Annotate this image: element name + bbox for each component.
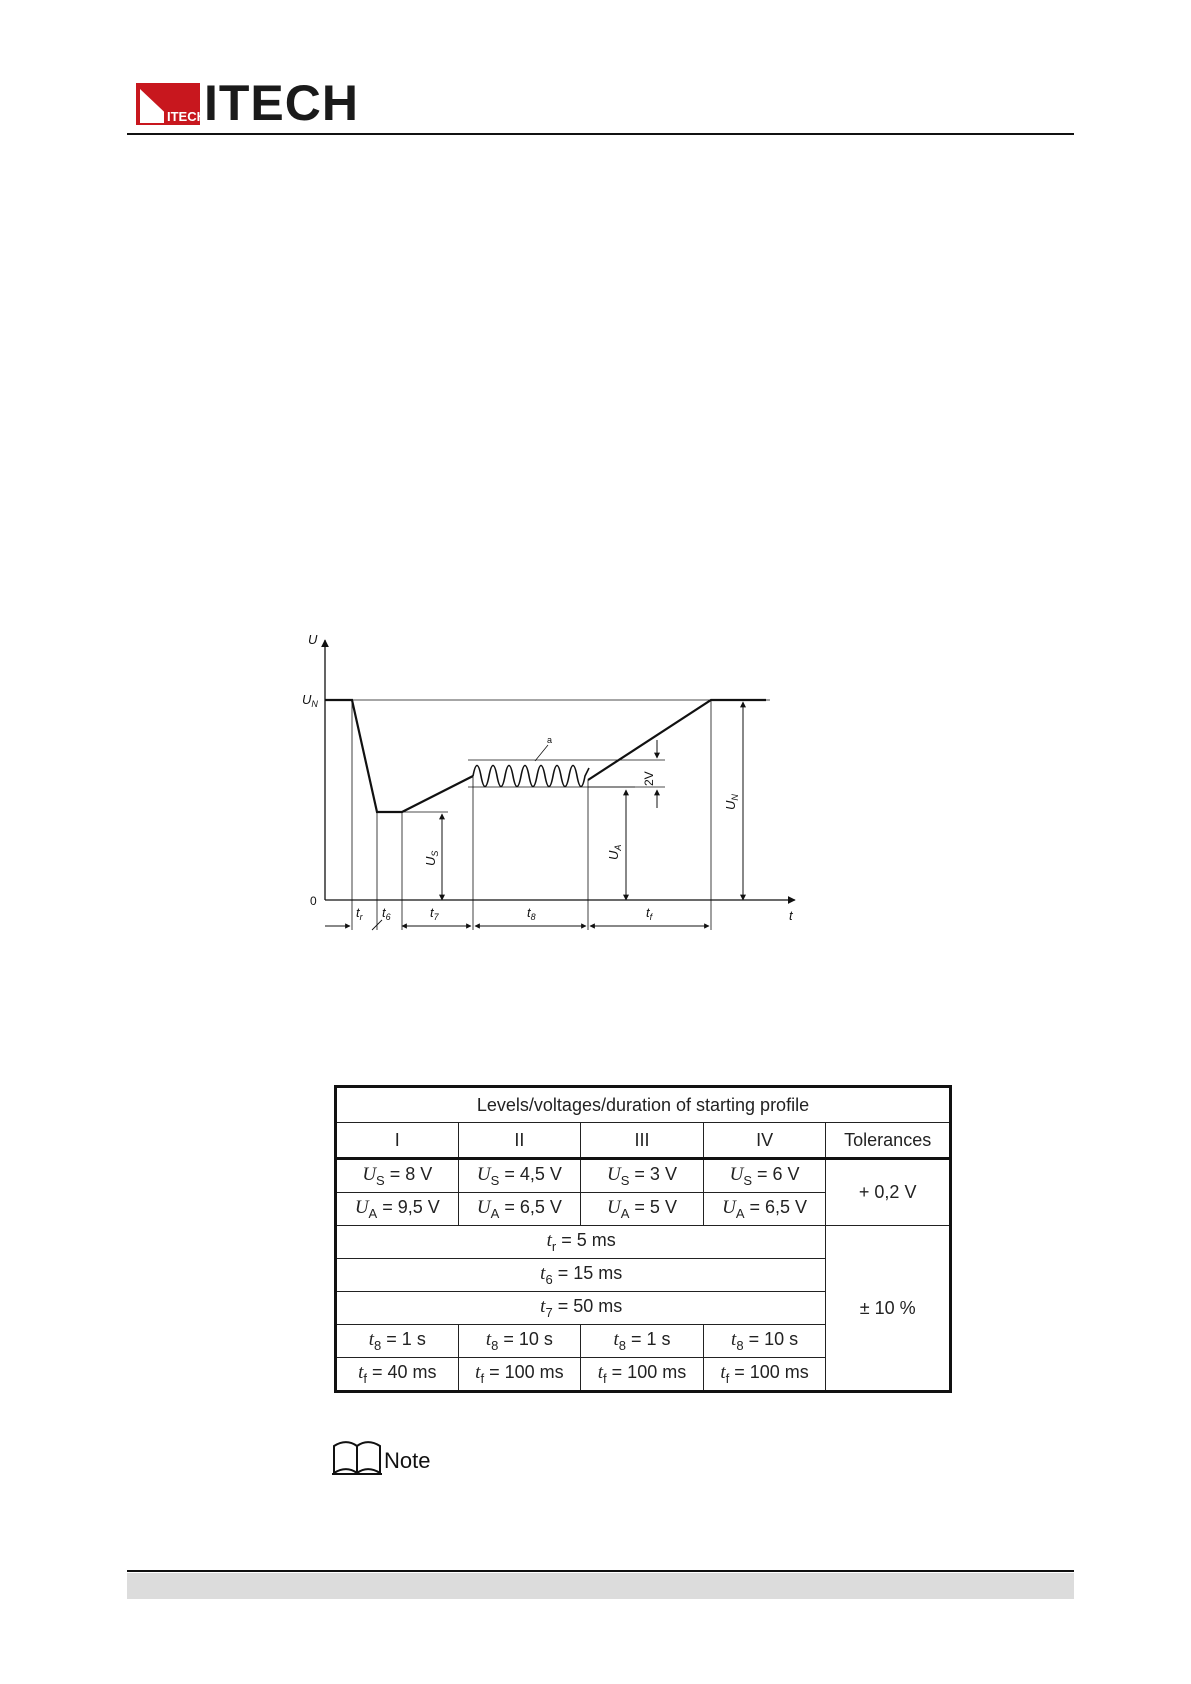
time-tolerance: ± 10 % bbox=[826, 1226, 951, 1392]
column-header: IV bbox=[703, 1123, 826, 1159]
note-label: Note bbox=[384, 1448, 431, 1473]
note-block bbox=[332, 1440, 452, 1480]
us-cell: $U_S = 6$ V bbox=[703, 1159, 826, 1193]
profile-ripple bbox=[473, 766, 589, 787]
ua-cell: $U_A = 6,5$ V bbox=[458, 1193, 581, 1226]
t8-cell: $t_8 = 1$ s bbox=[336, 1325, 459, 1358]
ripple-amplitude-label: 2V bbox=[642, 771, 656, 786]
t7-cell: $t_7 = 50$ ms bbox=[336, 1292, 826, 1325]
starting-profile-diagram bbox=[290, 630, 810, 940]
t8-cell: $t_8 = 10$ s bbox=[703, 1325, 826, 1358]
itech-logo-mark bbox=[136, 83, 206, 125]
starting-profile-table bbox=[334, 1085, 952, 1393]
tf-cell: $t_f = 40$ ms bbox=[336, 1358, 459, 1392]
column-header: III bbox=[581, 1123, 704, 1159]
us-label: $U_S$ bbox=[423, 850, 440, 866]
footer-band bbox=[127, 1573, 1074, 1599]
tr-cell: $t_r = 5$ ms bbox=[336, 1226, 826, 1259]
un-level-label: $U_N$ bbox=[302, 692, 318, 709]
t8-label: $t_8$ bbox=[527, 905, 536, 922]
tf-cell: $t_f = 100$ ms bbox=[703, 1358, 826, 1392]
ua-cell: $U_A = 6,5$ V bbox=[703, 1193, 826, 1226]
ripple-leader bbox=[535, 745, 548, 761]
column-header: I bbox=[336, 1123, 459, 1159]
starting-profile-figure bbox=[290, 630, 810, 940]
y-axis-label: U bbox=[308, 632, 318, 647]
origin-label: 0 bbox=[310, 894, 317, 908]
brand-name: ITECH bbox=[204, 75, 359, 131]
t8-cell: $t_8 = 1$ s bbox=[581, 1325, 704, 1358]
un-dim-label: $U_N$ bbox=[723, 794, 740, 810]
table-title: Levels/voltages/duration of starting profile bbox=[336, 1087, 951, 1123]
us-cell: $U_S = 4,5$ V bbox=[458, 1159, 581, 1193]
tr-label: $t_r$ bbox=[356, 905, 363, 922]
profile-curve-start bbox=[325, 700, 473, 812]
tf-label: $t_f$ bbox=[646, 905, 653, 922]
profile-curve-end bbox=[588, 700, 766, 780]
tf-cell: $t_f = 100$ ms bbox=[581, 1358, 704, 1392]
t8-cell: $t_8 = 10$ s bbox=[458, 1325, 581, 1358]
t6-cell: $t_6 = 15$ ms bbox=[336, 1259, 826, 1292]
us-cell: $U_S = 3$ V bbox=[581, 1159, 704, 1193]
book-icon bbox=[332, 1440, 382, 1476]
ripple-label: a bbox=[547, 735, 553, 745]
brand-logo bbox=[136, 75, 376, 131]
header-divider bbox=[127, 133, 1074, 135]
column-header: Tolerances bbox=[826, 1123, 951, 1159]
column-header: II bbox=[458, 1123, 581, 1159]
t7-label: $t_7$ bbox=[430, 905, 439, 922]
ua-label: $U_A$ bbox=[606, 844, 623, 860]
t6-label: $t_6$ bbox=[382, 905, 391, 922]
footer-divider bbox=[127, 1570, 1074, 1572]
ua-cell: $U_A = 9,5$ V bbox=[336, 1193, 459, 1226]
voltage-tolerance: + 0,2 V bbox=[826, 1159, 951, 1226]
logo-mark-text: ITECH bbox=[167, 109, 206, 124]
ua-cell: $U_A = 5$ V bbox=[581, 1193, 704, 1226]
x-axis-label: t bbox=[789, 908, 793, 923]
tf-cell: $t_f = 100$ ms bbox=[458, 1358, 581, 1392]
us-cell: $U_S = 8$ V bbox=[336, 1159, 459, 1193]
